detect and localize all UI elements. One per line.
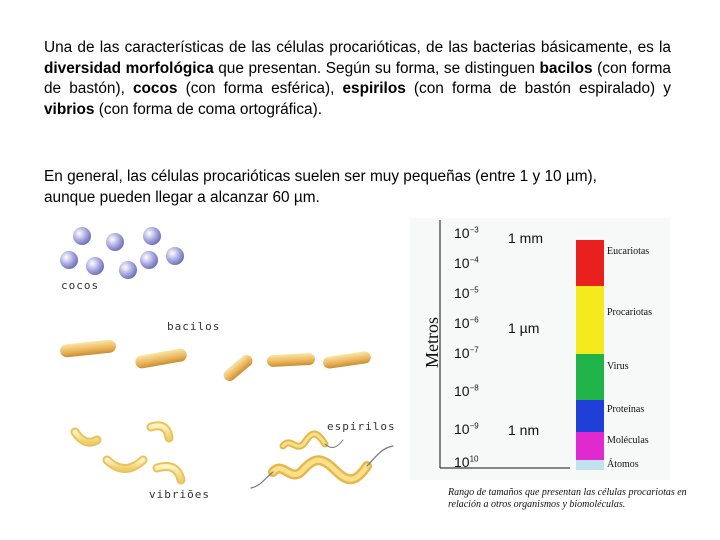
band-label-atomos: Átomos [607, 459, 639, 470]
bold-term: bacilos [539, 59, 593, 77]
bold-term: cocos [132, 80, 178, 98]
band-label-eucariotas: Eucariotas [607, 246, 650, 257]
band-proteinas [576, 400, 604, 432]
tick-1e-5: $10^{-5}$ [454, 285, 479, 301]
cocos-cells [60, 227, 184, 279]
unit-mm: 1 mm [508, 230, 543, 246]
bacilos-cells [60, 339, 372, 383]
size-scale-chart [410, 218, 670, 480]
label-cocos: cocos [61, 279, 100, 292]
band-procariotas [576, 286, 604, 354]
text: (con forma esférica), [177, 80, 343, 98]
scale-caption: Rango de tamaños que presentan las células procariotas en relación a otros organismos y biomoléculas. [448, 487, 687, 510]
label-vibriones: vibriões [149, 488, 210, 501]
band-label-moleculas: Moléculas [607, 435, 649, 446]
vibrios-cells [75, 426, 181, 480]
bacteria-illustration [55, 222, 407, 518]
band-label-procariotas: Procariotas [607, 307, 652, 318]
label-espirilos: espirilos [327, 420, 396, 433]
tick-1e-4: $10^{-4}$ [454, 255, 479, 271]
tick-1e-8: $10^{-8}$ [454, 383, 479, 399]
text: (con forma de bastón), [44, 59, 671, 98]
paragraph-morphology [44, 38, 671, 120]
paragraph-size: En general, las células procarióticas suelen ser muy pequeñas (entre 1 y 10 µm), aunque pueden llegar a alcanzar 60 µm. [44, 168, 597, 206]
band-virus [576, 354, 604, 400]
band-label-virus: Virus [607, 361, 629, 372]
color-bar [576, 240, 604, 480]
bacteria-drawing [55, 222, 407, 518]
tick-1e-6: $10^{-6}$ [454, 315, 479, 331]
bold-term: espirilos [342, 80, 406, 98]
text: Una de las características de las células procarióticas, de las bacterias básicamente, es la [44, 39, 671, 56]
espirilos-cells [251, 434, 393, 488]
text: (con forma de bastón espiralado) y [405, 80, 671, 98]
unit-nm: 1 nm [508, 422, 540, 438]
bold-term: diversidad morfológica [44, 59, 214, 77]
band-atomos [576, 460, 604, 470]
tick-1e-7: $10^{-7}$ [454, 345, 479, 361]
band-label-proteinas: Proteínas [607, 404, 645, 415]
tick-1e-9: $10^{-9}$ [454, 421, 479, 437]
scale-axis-title: Metros [422, 317, 442, 368]
band-moleculas [576, 432, 604, 460]
text: que presentan. Según su forma, se distinguen [213, 59, 540, 77]
label-bacilos: bacilos [167, 320, 221, 333]
tick-1e-3: $10^{-3}$ [454, 225, 479, 241]
tick-1e-10: $10^{10}$ [454, 454, 479, 470]
unit-um: 1 µm [508, 320, 540, 336]
band-eucariotas [576, 240, 604, 286]
text: (con forma de coma ortográfica). [94, 100, 322, 118]
bold-term: vibrios [44, 100, 95, 118]
